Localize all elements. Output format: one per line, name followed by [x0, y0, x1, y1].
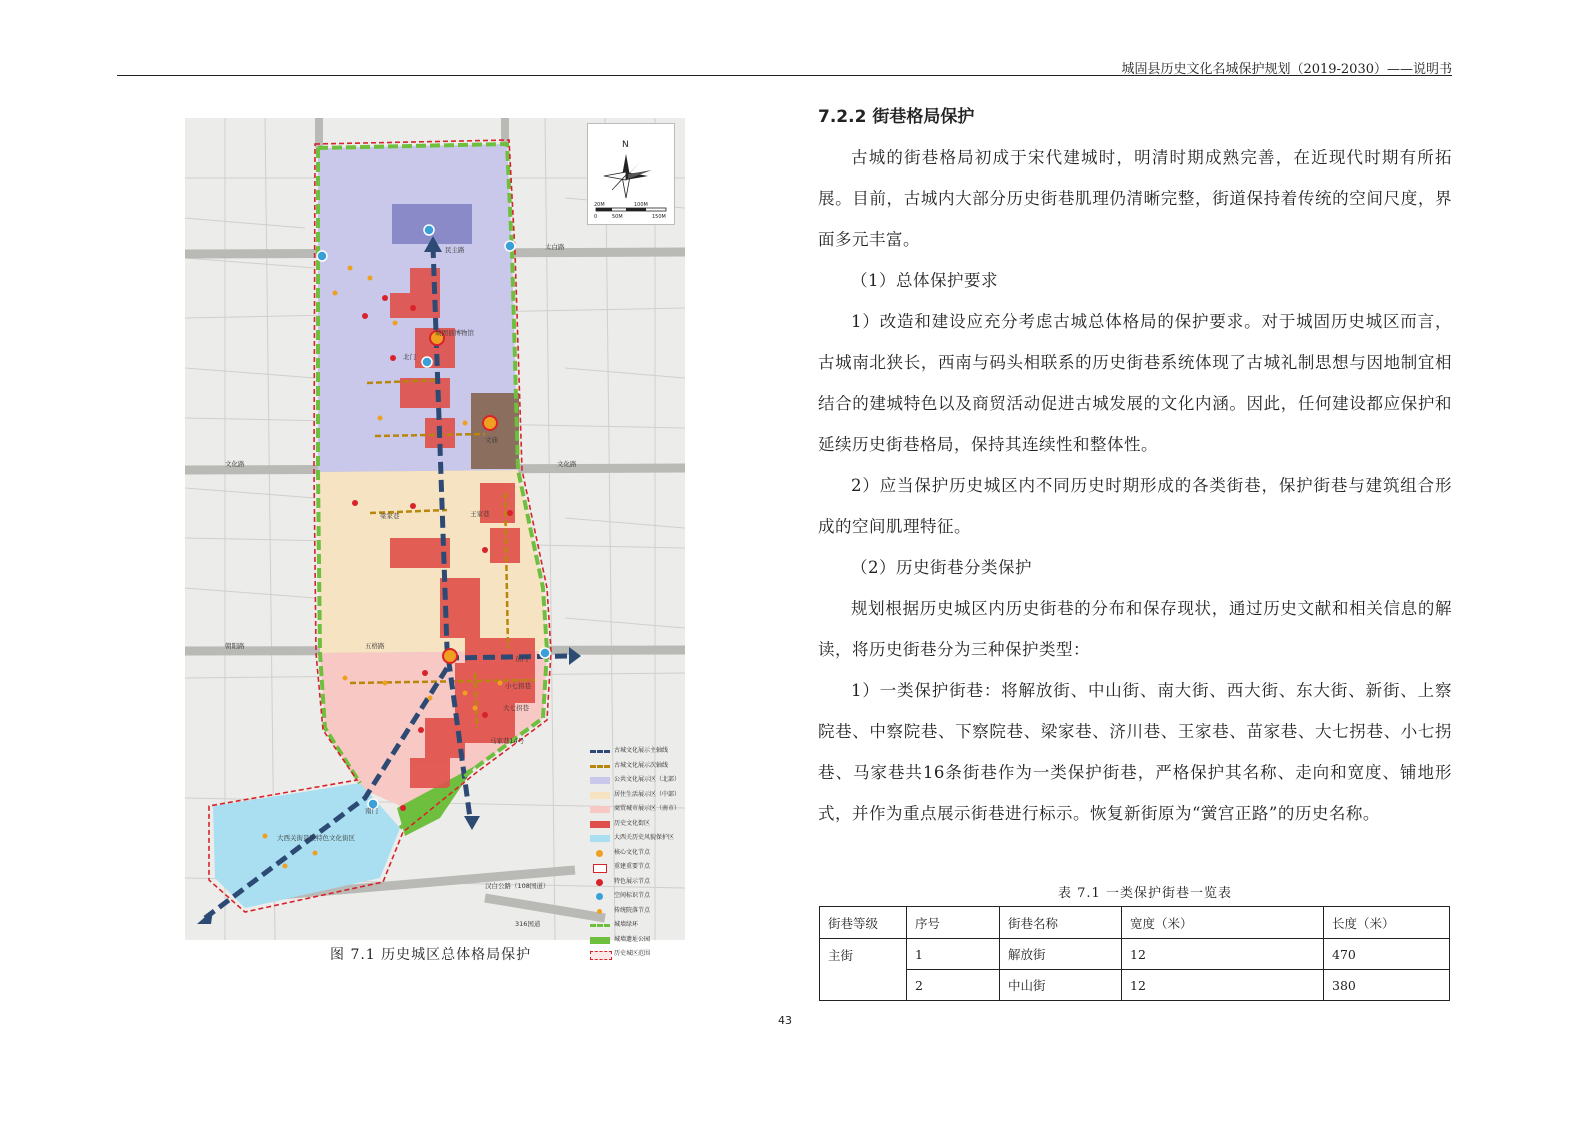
- legend-label: 历史城区范围: [614, 950, 651, 957]
- scale-label-50m: 50M: [612, 214, 623, 220]
- paragraph-2-1: 规划根据历史城区内历史街巷的分布和保存现状，通过历史文献和相关信息的解读，将历史街巷分为三种保护类型：: [818, 599, 1452, 659]
- legend-label: 历史文化街区: [614, 819, 651, 827]
- label-road-taibai: 太白路: [545, 243, 565, 251]
- label-road-minzhu: 民主路: [445, 246, 465, 254]
- legend-label: 传统院落节点: [614, 906, 651, 914]
- legend-item: [588, 744, 688, 759]
- legend-item: [588, 802, 688, 817]
- figure-caption: 图 7.1 历史城区总体格局保护: [330, 947, 532, 963]
- label-road-316: 316国道: [515, 920, 541, 928]
- subheading-2: （2）历史街巷分类保护: [851, 558, 1032, 577]
- table-header-row: [820, 907, 1450, 939]
- page-number: 43: [778, 1014, 792, 1027]
- label-street-majia: 马家巷14号: [490, 737, 525, 745]
- label-street-wangjia: 王家巷: [470, 510, 490, 518]
- table-cell: 主街: [820, 939, 907, 1001]
- table-cell: 470: [1324, 939, 1450, 970]
- table-header-cell: 长度（米）: [1324, 907, 1450, 939]
- table-header-cell: 街巷名称: [1000, 907, 1122, 939]
- label-east-gate: 东门: [515, 655, 528, 663]
- table-cell: 中山街: [1000, 970, 1122, 1001]
- label-street-lianghu: 梁家巷: [380, 512, 400, 520]
- compass-scale-box: [587, 123, 675, 225]
- label-museum: 城固县博物馆: [435, 329, 474, 337]
- legend-label: 核心文化节点: [614, 848, 651, 856]
- legend-swatch: [590, 792, 610, 799]
- legend-label: 城墙遗址公园: [614, 935, 651, 943]
- legend-swatch: [590, 806, 610, 813]
- legend-item: [588, 759, 688, 774]
- compass-rose-icon: [588, 124, 674, 224]
- section-heading: 7.2.2 街巷格局保护: [818, 107, 975, 127]
- legend-label: 商贸城市展示区（南市）: [614, 805, 681, 812]
- legend-label: 古城文化展示次轴线: [614, 761, 669, 769]
- table-caption: 表 7.1 一类保护街巷一览表: [1058, 886, 1232, 901]
- table-header-cell: 宽度（米）: [1122, 907, 1324, 939]
- legend-label: 特色展示节点: [614, 877, 651, 885]
- table-cell: 12: [1122, 970, 1324, 1001]
- legend-swatch: [590, 835, 610, 842]
- paragraph-2-2: 1）一类保护街巷：将解放街、中山街、南大街、西大街、东大街、新街、上察院巷、中察院巷、下察院巷、梁家巷、济川巷、王家巷、苗家巷、大七拐巷、小七拐巷、马家巷共16条街巷作为一类保护街巷，严格保护其名称、走向和宽度、铺地形式，并作为重点展示街巷进行标示。恢复新街原为“黉宫正路”的历史名称。: [818, 681, 1452, 823]
- label-street-xiaoqi: 小七拐巷: [505, 682, 531, 690]
- scale-label-0: 0: [594, 214, 598, 220]
- scale-label-100m: 100M: [634, 202, 648, 208]
- label-road-wenhua-w: 文化路: [225, 460, 245, 468]
- legend-item: [588, 947, 688, 962]
- legend-swatch: [590, 777, 610, 784]
- legend-item: [588, 860, 688, 875]
- legend-item: [588, 846, 688, 861]
- legend-label: 公共文化展示区（北部）: [614, 776, 681, 783]
- legend-label: 古城文化展示主轴线: [614, 747, 669, 754]
- map-legend: [588, 744, 688, 962]
- subheading-1: （1）总体保护要求: [851, 271, 998, 290]
- legend-label: 居住生活展示区（中部）: [614, 790, 681, 798]
- table-header-cell: 序号: [907, 907, 1000, 939]
- header-rule: [117, 75, 1452, 76]
- table-cell: 380: [1324, 970, 1450, 1001]
- legend-item: [588, 773, 688, 788]
- label-west-district: 大西关街景区特色文化街区: [277, 834, 355, 842]
- scale-label-20m: 20M: [594, 202, 605, 208]
- label-road-wuge: 五格路: [365, 642, 385, 650]
- label-north-gate: 北门: [403, 353, 416, 361]
- brown-block: [471, 393, 519, 469]
- table-row: [820, 970, 1450, 1001]
- legend-swatch: [597, 909, 602, 914]
- legend-item: [588, 889, 688, 904]
- legend-label: 大西关历史风貌保护区: [614, 834, 675, 841]
- legend-swatch: [596, 893, 603, 900]
- legend-swatch: [593, 864, 607, 873]
- table-cell: 2: [907, 970, 1000, 1001]
- legend-swatch: [590, 924, 610, 927]
- legend-item: [588, 875, 688, 890]
- label-south-gate: 南门: [365, 807, 378, 815]
- label-street-dazi: 大七拐巷: [503, 704, 529, 712]
- table-cell: 12: [1122, 939, 1324, 970]
- label-brown-block: 文庙: [485, 436, 498, 444]
- legend-item: [588, 831, 688, 846]
- legend-item: [588, 933, 688, 948]
- table-cell: 1: [907, 939, 1000, 970]
- compass-north-label: N: [622, 140, 629, 150]
- legend-label: 重建重要节点: [614, 863, 651, 870]
- legend-swatch: [596, 850, 603, 857]
- paragraph-1-1: 1）改造和建设应充分考虑古城总体格局的保护要求。对于城固历史城区而言，古城南北狭长，西南与码头相联系的历史街巷系统体现了古城礼制思想与因地制宜相结合的建城特色以及商贸活动促进古城发展的文化内涵。因此，任何建设都应保护和延续历史街巷格局，保持其连续性和整体性。: [818, 312, 1452, 454]
- legend-swatch: [590, 750, 610, 753]
- paragraph-1-2: 2）应当保护历史城区内不同历史时期形成的各类街巷，保护街巷与建筑组合形成的空间肌理特征。: [818, 476, 1452, 536]
- legend-swatch: [590, 765, 610, 768]
- legend-swatch: [590, 937, 610, 944]
- legend-item: [588, 817, 688, 832]
- table-cell: 解放街: [1000, 939, 1122, 970]
- table-header-cell: 街巷等级: [820, 907, 907, 939]
- legend-label: 空间标识节点: [614, 892, 651, 899]
- legend-label: 城墙绿环: [614, 921, 639, 928]
- paragraph-intro: 古城的街巷格局初成于宋代建城时，明清时期成熟完善，在近现代时期有所拓展。目前，古城内大部分历史街巷肌理仍清晰完整，街道保持着传统的空间尺度，界面多元丰富。: [818, 148, 1452, 249]
- label-road-chaoyang: 朝阳路: [225, 642, 245, 650]
- legend-item: [588, 918, 688, 933]
- street-table: [819, 906, 1450, 1001]
- label-road-wenhua-e: 文化路: [557, 460, 577, 468]
- legend-swatch: [596, 879, 603, 886]
- label-road-gongyuan: 汉白公路（108国道）: [485, 882, 550, 890]
- legend-item: [588, 788, 688, 803]
- document-header-title: 城固县历史文化名城保护规划（2019-2030）——说明书: [1121, 62, 1452, 77]
- legend-item: [588, 904, 688, 919]
- legend-swatch: [590, 951, 612, 960]
- table-row: [820, 939, 1450, 970]
- legend-swatch: [590, 821, 610, 828]
- scale-label-150m: 150M: [652, 214, 666, 220]
